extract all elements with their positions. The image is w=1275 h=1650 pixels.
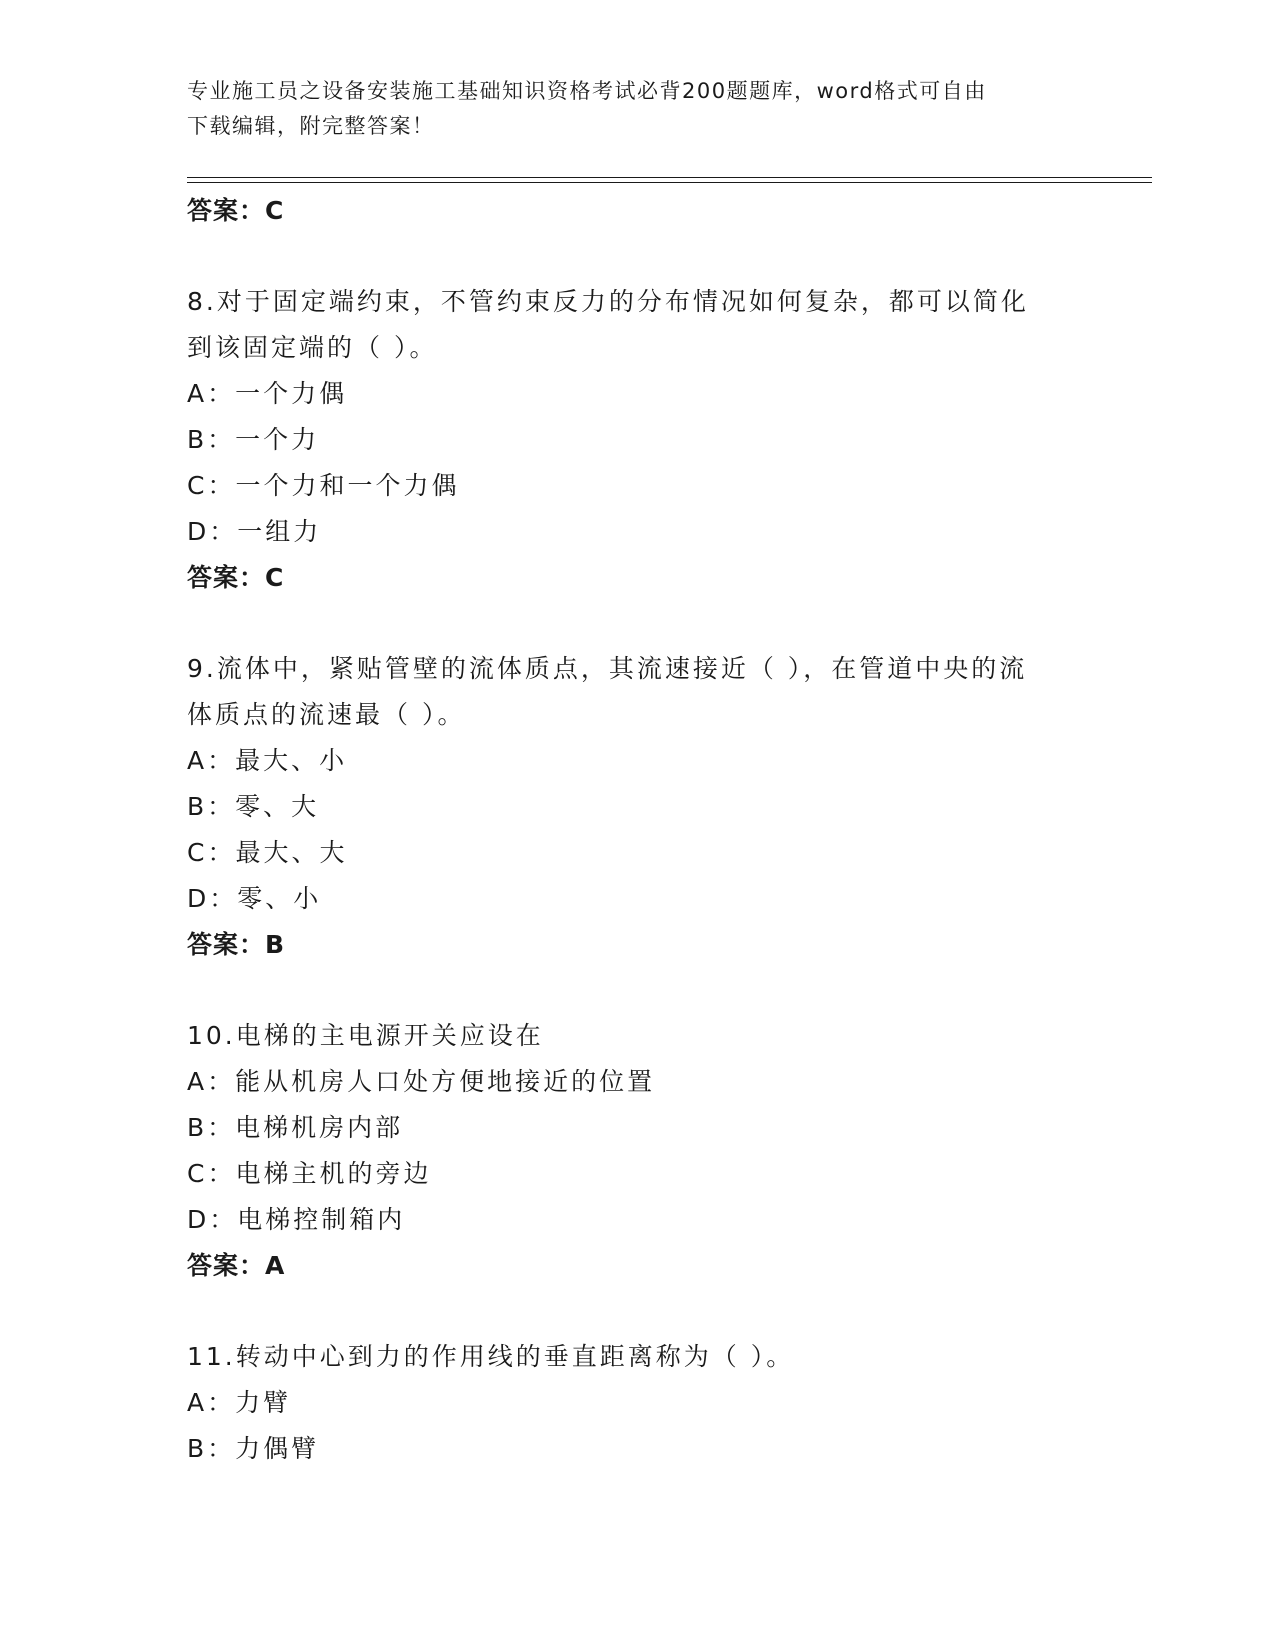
answer: 答案：A <box>187 1251 286 1280</box>
header-line-1: 专业施工员之设备安装施工基础知识资格考试必背200题题库，word格式可自由 <box>187 79 987 103</box>
question-11 <box>187 1334 1087 1472</box>
document-body <box>187 188 1087 1472</box>
option-a: A：最大、小 <box>187 746 348 775</box>
question-stem: 11.转动中心到力的作用线的垂直距离称为（ ）。 <box>187 1342 795 1371</box>
question-stem: 体质点的流速最（ ）。 <box>187 700 466 729</box>
answer: 答案：B <box>187 930 286 959</box>
option-c: C：最大、大 <box>187 838 348 867</box>
answer: 答案：C <box>187 563 285 592</box>
option-a: A：一个力偶 <box>187 379 348 408</box>
question-stem: 10.电梯的主电源开关应设在 <box>187 1021 544 1050</box>
question-stem: 到该固定端的（ ）。 <box>187 333 438 362</box>
option-b: B：一个力 <box>187 425 320 454</box>
header-rule-bottom <box>187 182 1152 183</box>
option-b: B：电梯机房内部 <box>187 1113 404 1142</box>
header-line-2: 下载编辑，附完整答案！ <box>187 114 435 138</box>
option-c: C：一个力和一个力偶 <box>187 471 460 500</box>
question-10 <box>187 1013 1087 1289</box>
option-d: D：零、小 <box>187 884 322 913</box>
question-9 <box>187 646 1087 968</box>
header-rule-top <box>187 177 1152 178</box>
option-d: D：一组力 <box>187 517 322 546</box>
option-a: A：力臂 <box>187 1388 292 1417</box>
option-c: C：电梯主机的旁边 <box>187 1159 432 1188</box>
document-header <box>187 74 1087 144</box>
question-8 <box>187 279 1087 601</box>
question-stem: 9.流体中，紧贴管壁的流体质点，其流速接近（ ），在管道中央的流 <box>187 654 1028 683</box>
option-a: A：能从机房人口处方便地接近的位置 <box>187 1067 656 1096</box>
question-stem: 8.对于固定端约束，不管约束反力的分布情况如何复杂，都可以简化 <box>187 287 1029 316</box>
option-b: B：力偶臂 <box>187 1434 320 1463</box>
previous-answer: 答案：C <box>187 196 285 225</box>
option-b: B：零、大 <box>187 792 320 821</box>
option-d: D：电梯控制箱内 <box>187 1205 406 1234</box>
